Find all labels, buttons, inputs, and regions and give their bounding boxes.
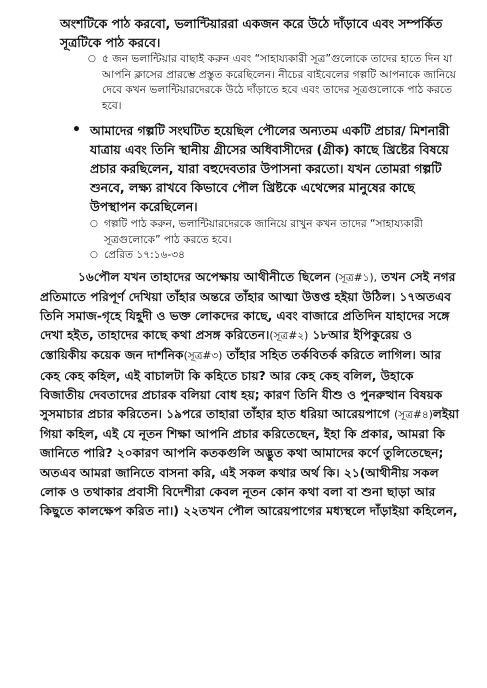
- scripture-part-5: লইয়া গিয়া কহিল, এই যে নূতন শিক্ষা আপনি প্রচার করিতেছেন, ইহা কি প্রকার, আমরা কি জানিতে পারি? ২০কারণ আপনি কতকগুলি অদ্ভুত কথা আমাদের কর্ণে তুলিতেছেন; অতএব আমরা জানিতে বাসনা করি, এই সকল কথার অর্থ কি। ২১(আথীনীয় সকল লোক ও তথাকার প্রবাসী বিদেশীরা কেবল নূতন কোন কথা বলা বা শুনা ছাড়া আর কিছুতে কালক্ষেপ করিত না।) ২২তখন পৌল আরেয়পাগের মধ্যস্থলে দাঁড়াইয়া কহিলেন,: [40, 406, 460, 518]
- intro-paragraph: অংশটিকে পাঠ করবো, ভলান্টিয়াররা একজন করে উঠে দাঁড়াবে এবং সম্পর্কিত সূত্রটিকে পাঠ করবে।: [60, 16, 443, 50]
- intro-sublist-item: ○ ৫ জন ভলান্টিয়ার বাছাই করুন এবং “সাহায্যকারী সূত্র”গুলোকে তাদের হাতে দিন যা আপনি ক্লাসের প্রারম্ভে প্রস্তুত করেছিলেন। নীচের বাইবেলের গল্পটি আপনাকে জানিয়ে দেবে কখন ভলান্টিয়ারদেরকে উঠে দাঁড়াতে হবে এবং তাদের সূত্রগুলোকে পাঠ করতে হবে।: [88, 52, 463, 114]
- story-sublist: [90, 217, 463, 264]
- helper-clue-3: (সূত্র#৩): [183, 350, 223, 363]
- story-context-text: আমাদের গল্পটি সংঘটিত হয়েছিল পৌলের অন্যতম একটি প্রচার/ মিশনারী যাত্রায় এবং তিনি স্থানীয় গ্রীসের অধিবাসীদের (গ্রীক) কাছে খ্রিষ্টের বিষয়ে প্রচার করছিলেন, যারা বহুদেবতার উপাসনা করতো। যখন তোমরা গল্পটি শুনবে, লক্ষ্য রাখবে কিভাবে পৌল খ্রিষ্টকে এথেন্সের মানুষের কাছে উপস্থাপন করেছিলেন।: [90, 123, 450, 214]
- scripture-part-1: ১৬পৌল যখন তাহাদের অপেক্ষায় আথীনীতে ছিলেন: [78, 269, 335, 284]
- helper-clue-2: (সূত্র#২): [269, 330, 309, 343]
- scripture-part-4: তাঁহার সহিত তর্কবিতর্ক করিতে লাগিল। আর কেহ কেহ কহিল, এই বাচালটা কি কহিতে চায়? আর কেহ কেহ বলিল, উহাকে বিজাতীয় দেবতাদের প্রচারক বলিয়া বোধ হয়; কারণ তিনি যীশু ও পুনরুত্থান বিষয়ক সুসমাচার প্রচার করিতেন। ১৯পরে তাহারা তাঁহার হাত ধরিয়া আরেয়পাগে: [40, 348, 443, 421]
- scripture-reference: ○ প্রেরিত ১৭:১৬-৩৪: [90, 248, 463, 264]
- main-bullet-list: [48, 121, 463, 264]
- helper-clue-1: (সূত্র#১),: [334, 271, 378, 284]
- intro-sublist: [88, 52, 463, 114]
- helper-clue-4: (সূত্র#৪): [394, 408, 433, 421]
- story-context-bullet: [72, 121, 463, 264]
- story-sublist-item: ○ গল্পটি পাঠ করুন, ভলান্টিয়ারদেরকে জানিয়ে রাখুন কখন তাদের “সাহায্যকারী সূত্রগুলোকে” পাঠ করতে হবে।: [90, 217, 463, 248]
- scripture-part-2: তখন সেই নগর প্রতিমাতে পরিপূর্ণ দেখিয়া তাঁহার অন্তরে তাঁহার আত্মা উত্তপ্ত হইয়া উঠিল। ১৭অতএব তিনি সমাজ-গৃহে যিহূদী ও ভক্ত লোকদের কাছে, এবং বাজারে প্রতিদিন যাহাদের সঙ্গে দেখা হইত, তাহাদের কাছে কথা প্রসঙ্গ করিতেন।: [40, 269, 456, 343]
- scripture-part-3: ১৮আর ইপিকুরেয় ও স্তোয়িকীয় কয়েক জন দার্শনিক: [40, 328, 413, 363]
- scripture-passage: [40, 268, 461, 522]
